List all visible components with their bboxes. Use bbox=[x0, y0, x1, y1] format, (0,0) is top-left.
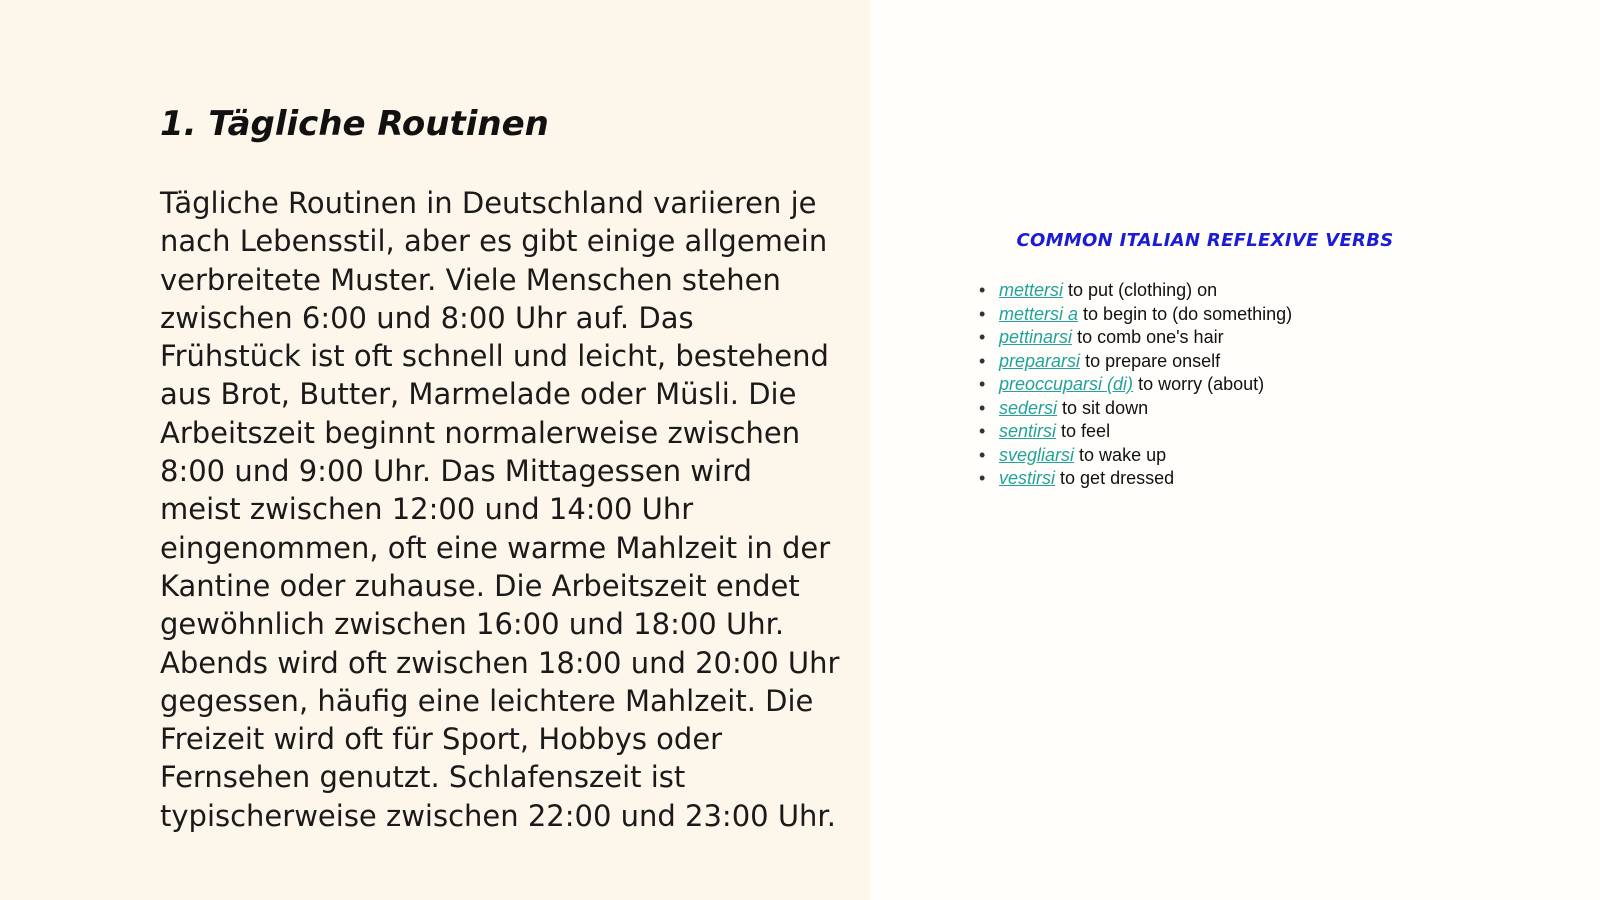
bullet-icon: • bbox=[979, 327, 986, 347]
slide-title: 1. Tägliche Routinen bbox=[160, 104, 549, 144]
verb-meaning: to get dressed bbox=[1060, 468, 1175, 488]
verb-meaning: to wake up bbox=[1079, 444, 1167, 465]
list-item bbox=[975, 326, 1415, 350]
list-item bbox=[975, 373, 1415, 397]
bullet-icon: • bbox=[979, 280, 986, 300]
verb-meaning: to feel bbox=[1061, 421, 1111, 441]
verbs-image-title: COMMON ITALIAN REFLEXIVE VERBS bbox=[1016, 230, 1394, 251]
reflexive-verbs-image bbox=[975, 230, 1415, 500]
verb-meaning: to prepare onself bbox=[1085, 350, 1221, 371]
verb-link[interactable]: preoccuparsi (di) bbox=[999, 374, 1134, 394]
bullet-icon: • bbox=[979, 468, 986, 488]
bullet-icon: • bbox=[979, 350, 986, 371]
verb-meaning: to put (clothing) on bbox=[1068, 280, 1218, 300]
bullet-icon: • bbox=[979, 374, 986, 394]
list-item bbox=[975, 420, 1415, 444]
verb-link[interactable]: vestirsi bbox=[999, 468, 1056, 488]
verb-meaning: to sit down bbox=[1062, 397, 1149, 418]
verbs-list bbox=[975, 279, 1415, 491]
verb-meaning: to worry (about) bbox=[1138, 374, 1265, 394]
verb-meaning: to comb one's hair bbox=[1077, 327, 1224, 347]
bullet-icon: • bbox=[979, 303, 986, 324]
verb-link[interactable]: sedersi bbox=[999, 397, 1058, 418]
slide-body-text: Tägliche Routinen in Deutschland variieren je nach Lebensstil, aber es gibt einige allgemein verbreitete Muster. Viele Menschen stehen zwischen 6:00 und 8:00 Uhr auf. Das Frühstück ist oft schnell und leicht, bestehend aus Brot, Butter, Marmelade oder Müsli. Die Arbeitszeit beginnt normalerweise zwischen 8:00 und 9:00 Uhr. Das Mittagessen wird meist zwischen 12:00 und 14:00 Uhr eingenommen, oft eine warme Mahlzeit in der Kantine oder zuhause. Die Arbeitszeit endet gewöhnlich zwischen 16:00 und 18:00 Uhr. Abends wird oft zwischen 18:00 und 20:00 Uhr gegessen, häufig eine leichtere Mahlzeit. Die Freizeit wird oft für Sport, Hobbys oder Fernsehen genutzt. Schlafenszeit ist typischerweise zwischen 22:00 und 23:00 Uhr. bbox=[160, 186, 840, 833]
list-item bbox=[975, 467, 1415, 491]
bullet-icon: • bbox=[979, 421, 986, 441]
verb-link[interactable]: sentirsi bbox=[999, 421, 1057, 441]
list-item bbox=[975, 350, 1415, 374]
verb-link[interactable]: mettersi bbox=[999, 280, 1064, 300]
list-item bbox=[975, 397, 1415, 421]
verb-link[interactable]: prepararsi bbox=[999, 350, 1081, 371]
verb-link[interactable]: pettinarsi bbox=[999, 327, 1073, 347]
list-item bbox=[975, 303, 1415, 327]
verb-link[interactable]: mettersi a bbox=[999, 303, 1079, 324]
verb-link[interactable]: svegliarsi bbox=[999, 444, 1075, 465]
verb-meaning: to begin to (do something) bbox=[1083, 303, 1293, 324]
list-item bbox=[975, 444, 1415, 468]
list-item bbox=[975, 279, 1415, 303]
bullet-icon: • bbox=[979, 397, 986, 418]
bullet-icon: • bbox=[979, 444, 986, 465]
